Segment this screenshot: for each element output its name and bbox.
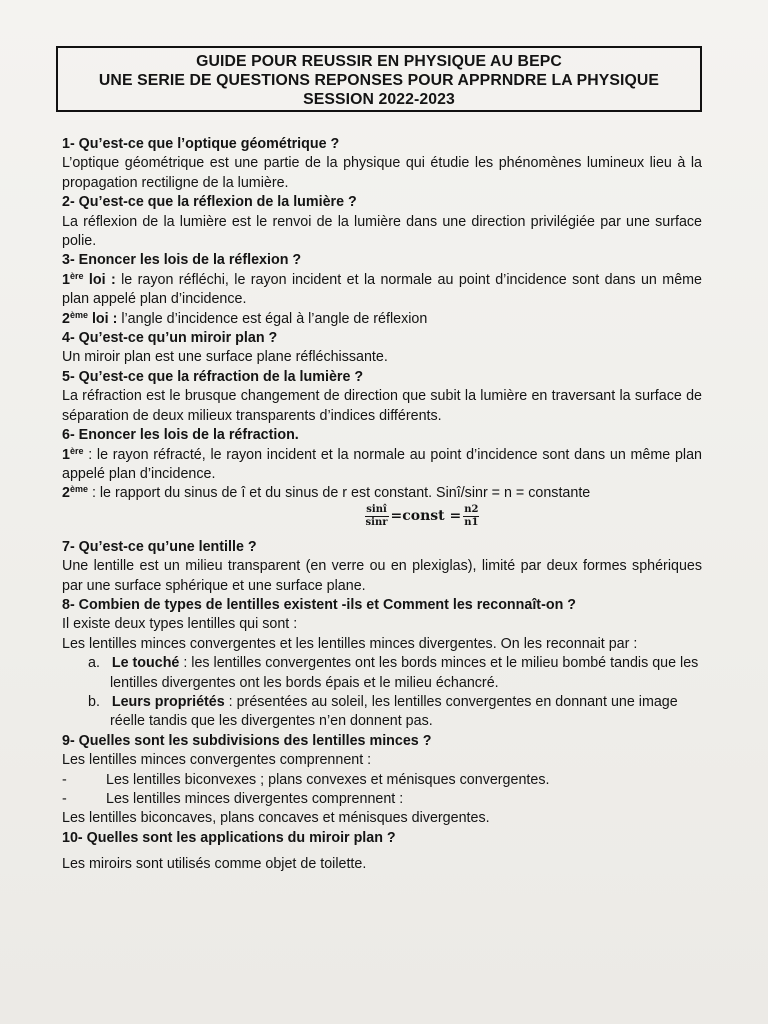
formula-right-fraction: $\frac{n2}{n1}$: [464, 503, 479, 528]
question-10: 10- Quelles sont les applications du miroir plan ?: [62, 829, 396, 846]
formula-middle: =const =: [390, 507, 462, 524]
answer-5: La réfraction est le brusque changement de direction que subit la lumière en traversant la surface de séparation de deux milieux transparents d’indices différents.: [62, 388, 702, 424]
answer-9-line-1: Les lentilles minces convergentes comprennent :: [62, 752, 372, 769]
question-9: 9- Quelles sont les subdivisions des lentilles minces ?: [62, 732, 432, 749]
answer-8-intro: Il existe deux types lentilles qui sont :: [62, 616, 298, 633]
document-body: [62, 135, 702, 875]
question-3: 3- Enoncer les lois de la réflexion ?: [62, 252, 302, 269]
question-4: 4- Qu’est-ce qu’un miroir plan ?: [62, 330, 278, 347]
title-line-3: SESSION 2022-2023: [303, 91, 455, 108]
title-box: [56, 46, 702, 112]
question-8: 8- Combien de types de lentilles existent -ils et Comment les reconnaît-on ?: [62, 596, 577, 613]
question-5: 5- Qu’est-ce que la réfraction de la lumière ?: [62, 368, 364, 385]
list-item-a: a. Le touché : les lentilles convergentes ont les bords minces et le milieu bombé tandis que les lentilles divergentes ont les bords épais et le milieu échancré.: [88, 655, 699, 691]
question-1: 1- Qu’est-ce que l’optique géométrique ?: [62, 136, 340, 152]
answer-4: Un miroir plan est une surface plane réfléchissante.: [62, 349, 388, 366]
question-2: 2- Qu’est-ce que la réflexion de la lumière ?: [62, 194, 357, 211]
answer-7: Une lentille est un milieu transparent (en verre ou en plexiglas), limité par deux formes sphériques par une surface sphérique et une surface plane.: [62, 558, 702, 594]
answer-2: La réflexion de la lumière est le renvoi de la lumière dans une direction privilégiée par une surface polie.: [62, 213, 702, 250]
answer-1: L’optique géométrique est une partie de la physique qui étudie les phénomènes lumineux lieu à la propagation rectiligne de la lumière.: [62, 155, 702, 191]
question-6: 6- Enoncer les lois de la réfraction.: [62, 427, 299, 444]
answer-10: Les miroirs sont utilisés comme objet de toilette.: [62, 856, 367, 873]
title-line-1: GUIDE POUR REUSSIR EN PHYSIQUE AU BEPC: [196, 53, 562, 70]
list-item-b: b. Leurs propriétés : présentées au soleil, les lentilles convergentes en donnant une image réelle tandis que les divergentes n’en donnent pas.: [88, 693, 678, 730]
list-item-dash-2: - Les lentilles minces divergentes comprennent :: [62, 791, 404, 807]
question-7: 7- Qu’est-ce qu’une lentille ?: [62, 538, 257, 555]
title-line-2: UNE SERIE DE QUESTIONS REPONSES POUR APPRNDRE LA PHYSIQUE: [98, 72, 660, 89]
answer-8-text: Les lentilles minces convergentes et les lentilles minces divergentes. On les reconnait par :: [62, 635, 638, 652]
reflection-law-1: 1ère loi : le rayon réfléchi, le rayon incident et la normale au point d’incidence sont dans un même plan appelé plan d’incidence.: [62, 270, 703, 308]
reflection-law-2: 2ème loi : l’angle d’incidence est égal à l’angle de réflexion: [62, 309, 428, 327]
refraction-law-2: 2ème : le rapport du sinus de î et du sinus de r est constant. Sinî/sinr = n = constante: [62, 484, 591, 502]
refraction-law-1: 1ère : le rayon réfracté, le rayon incident et la normale au point d’incidence sont dans un même plan appelé plan d’incidence.: [62, 445, 702, 482]
refraction-formula: [62, 504, 702, 538]
answer-9-line-2: Les lentilles biconcaves, plans concaves et ménisques divergentes.: [62, 810, 490, 827]
formula-left-fraction: $\frac{\sin î}{\sin r}$: [365, 503, 388, 528]
list-item-dash-1: - Les lentilles biconvexes ; plans convexes et ménisques convergentes.: [62, 771, 550, 788]
